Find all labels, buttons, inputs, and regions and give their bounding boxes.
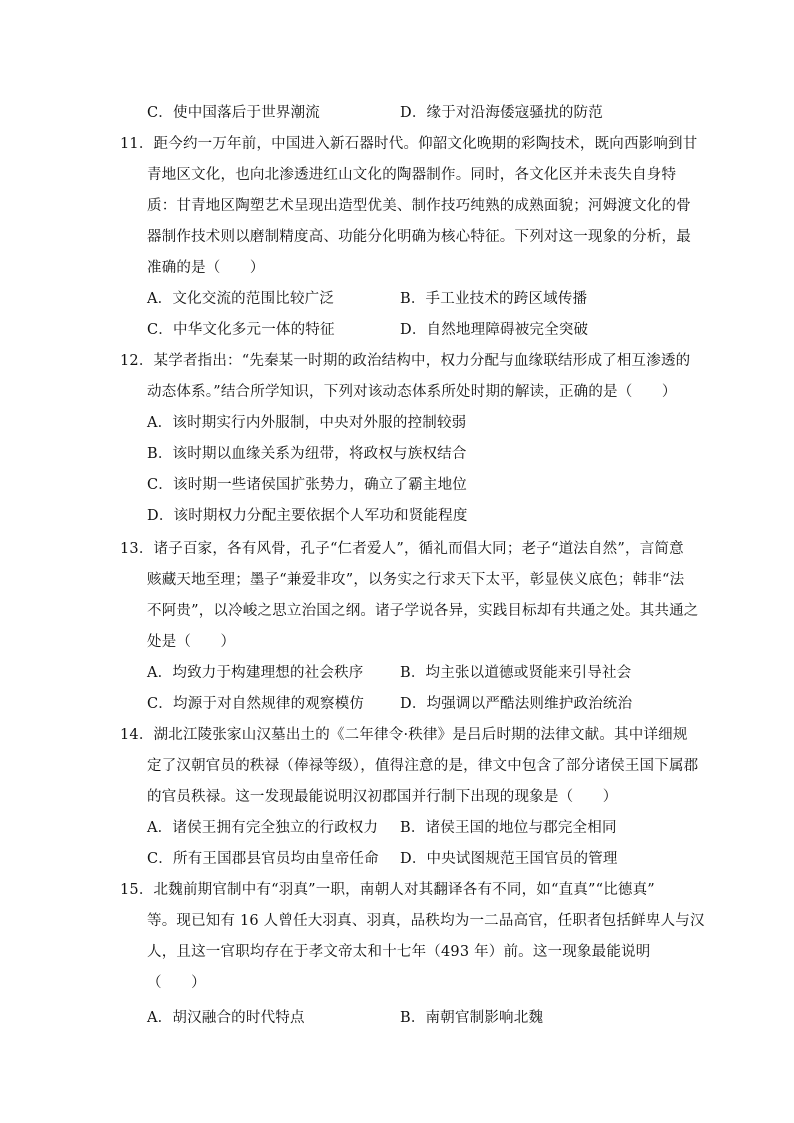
q15-stem-line-3: 人，且这一官职均存在于孝文帝太和十七年（493 年）前。这一现象最能说明	[147, 944, 651, 960]
q14-stem-line-3: 的官员秩禄。这一发现最能说明汉初郡国并行制下出现的现象是（ ）	[147, 789, 618, 805]
q12-stem-line-2: 动态体系。”结合所学知识，下列对该动态体系所处时期的解读，正确的是（ ）	[147, 384, 677, 400]
q15-stem-line-1: 15．北魏前期官制中有“羽真”一职，南朝人对其翻译各有不同，如“直真”“比德真”	[120, 882, 655, 898]
q15-option-a: A．胡汉融合的时代特点	[147, 1010, 305, 1026]
q11-option-b: B．手工业技术的跨区域传播	[400, 291, 588, 307]
q12-option-b: B．该时期以血缘关系为纽带，将政权与族权结合	[147, 446, 467, 462]
q13-stem-line-4: 处是（ ）	[147, 634, 236, 650]
q12-option-d: D．该时期权力分配主要依据个人军功和贤能程度	[147, 508, 468, 524]
q14-stem-line-1: 14．湖北江陵张家山汉墓出土的《二年律令·秩律》是吕后时期的法律文献。其中详细规	[120, 727, 688, 743]
q12-stem-line-1: 12．某学者指出：“先秦某一时期的政治结构中，权力分配与血缘联结形成了相互渗透的	[120, 353, 691, 369]
q13-option-d: D．均强调以严酷法则维护政治统治	[400, 696, 633, 712]
q13-stem-line-1: 13．诸子百家，各有风骨，孔子“仁者爱人”，循礼而倡大同；老子“道法自然”，言简意	[120, 541, 684, 557]
q15-stem-line-2: 等。现已知有 16 人曾任大羽真、羽真，品秩均为一二品高官，任职者包括鲜卑人与汉	[147, 913, 705, 929]
q12-option-a: A．该时期实行内外服制，中央对外服的控制较弱	[147, 415, 467, 431]
q15-option-b: B．南朝官制影响北魏	[400, 1010, 544, 1026]
q13-option-b: B．均主张以道德或贤能来引导社会	[400, 665, 632, 681]
q10-option-d: D．缘于对沿海倭寇骚扰的防范	[400, 105, 603, 121]
q10-option-c: C．使中国落后于世界潮流	[147, 105, 320, 121]
q11-stem-line-5: 准确的是（ ）	[147, 260, 265, 276]
q14-option-c: C．所有王国郡县官员均由皇帝任命	[147, 851, 379, 867]
q11-stem-line-2: 青地区文化，也向北渗透进红山文化的陶器制作。同时，各文化区并未丧失自身特	[147, 167, 677, 183]
q12-option-c: C．该时期一些诸侯国扩张势力，确立了霸主地位	[147, 477, 467, 493]
q11-option-a: A．文化交流的范围比较广泛	[147, 291, 335, 307]
q13-option-c: C．均源于对自然规律的观察模仿	[147, 696, 365, 712]
q13-stem-line-2: 赅藏天地至理；墨子“兼爱非攻”，以务实之行求天下太平，彰显侠义底色；韩非“法	[147, 572, 685, 588]
q11-stem-line-3: 质：甘青地区陶塑艺术呈现出造型优美、制作技巧纯熟的成熟面貌；河姆渡文化的骨	[147, 198, 691, 214]
q11-option-c: C．中华文化多元一体的特征	[147, 322, 335, 338]
q13-stem-line-3: 不阿贵”，以冷峻之思立治国之纲。诸子学说各异，实践目标却有共通之处。其共通之	[147, 603, 699, 619]
q11-stem-line-4: 器制作技术则以磨制精度高、功能分化明确为核心特征。下列对这一现象的分析，最	[147, 229, 691, 245]
q14-option-d: D．中央试图规范王国官员的管理	[400, 851, 618, 867]
q13-option-a: A．均致力于构建理想的社会秩序	[147, 665, 364, 681]
q11-option-d: D．自然地理障碍被完全突破	[400, 322, 589, 338]
q11-stem-line-1: 11．距今约一万年前，中国进入新石器时代。仰韶文化晚期的彩陶技术，既向西影响到甘	[120, 136, 698, 152]
q15-stem-line-4: （ ）	[147, 975, 206, 991]
q14-option-b: B．诸侯王国的地位与郡完全相同	[400, 820, 617, 836]
q14-option-a: A．诸侯王拥有完全独立的行政权力	[147, 820, 379, 836]
q14-stem-line-2: 定了汉朝官员的秩禄（俸禄等级），值得注意的是，律文中包含了部分诸侯王国下属郡	[147, 758, 699, 774]
